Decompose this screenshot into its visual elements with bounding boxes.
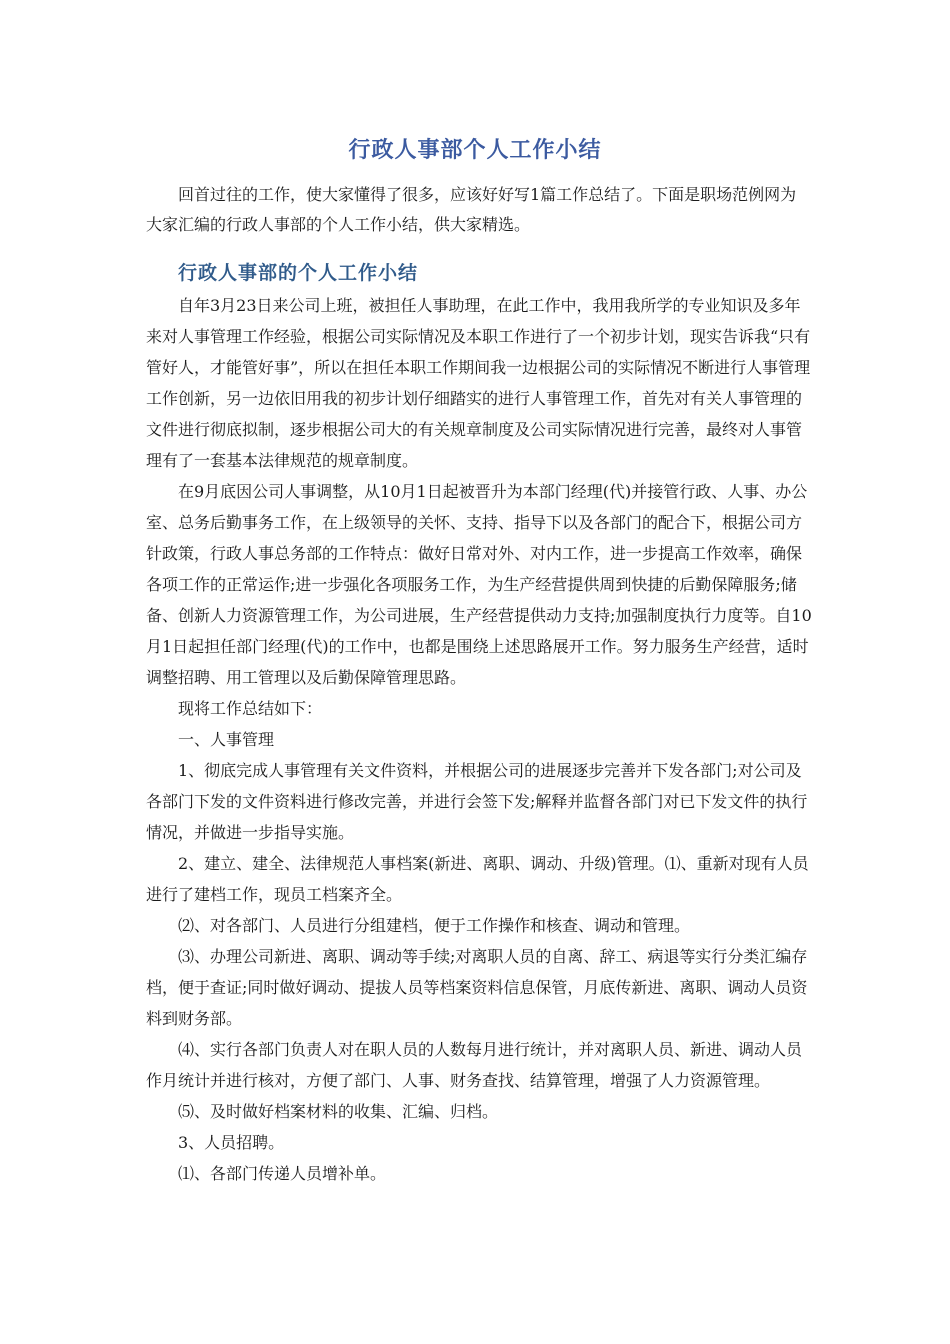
document-title: 行政人事部个人工作小结 xyxy=(348,137,602,163)
body-paragraph: ⑸、及时做好档案材料的收集、汇编、归档。 xyxy=(178,1102,499,1121)
body-paragraph: 现将工作总结如下： xyxy=(178,699,323,718)
body-paragraph: 2、建立、建全、法律规范人事档案(新进、离职、调动、升级)管理。⑴、重新对现有人员进行了建档工作，现员工档案齐全。 xyxy=(146,854,809,904)
body-paragraph: ⑷、实行各部门负责人对在职人员的人数每月进行统计，并对离职人员、新进、调动人员作月统计并进行核对，方便了部门、人事、财务查找、结算管理，增强了人力资源管理。 xyxy=(146,1040,803,1090)
body-paragraph: 在9月底因公司人事调整，从10月1日起被晋升为本部门经理(代)并接管行政、人事、办公室、总务后勤事务工作，在上级领导的关怀、支持、指导下以及各部门的配合下，根据公司方针政策，行政人事总务部的工作特点：做好日常对外、对内工作，进一步提高工作效率，确保各项工作的正常运作;进一步强化各项服务工作，为生产经营提供周到快捷的后勤保障服务;储备、创新人力资源管理工作，为公司进展，生产经营提供动力支持;加强制度执行力度等。自10月1日起担任部门经理(代)的工作中，也都是围绕上述思路展开工作。努力服务生产经营，适时调整招聘、用工管理以及后勤保障管理思路。 xyxy=(146,482,812,687)
body-paragraph: ⑴、各部门传递人员增补单。 xyxy=(178,1164,387,1183)
body-paragraph: 一、人事管理 xyxy=(178,730,275,749)
section-heading: 行政人事部的个人工作小结 xyxy=(178,262,419,284)
body-paragraph: 自年3月23日来公司上班，被担任人事助理，在此工作中，我用我所学的专业知识及多年来对人事管理工作经验，根据公司实际情况及本职工作进行了一个初步计划，现实告诉我“只有管好人，才能管好事”，所以在担任本职工作期间我一边根据公司的实际情况不断进行人事管理工作创新，另一边依旧用我的初步计划仔细踏实的进行人事管理工作，首先对有关人事管理的文件进行彻底拟制，逐步根据公司大的有关规章制度及公司实际情况进行完善，最终对人事管理有了一套基本法律规范的规章制度。 xyxy=(146,296,811,470)
intro-paragraph: 回首过往的工作，使大家懂得了很多，应该好好写1篇工作总结了。下面是职场范例网为大家汇编的行政人事部的个人工作小结，供大家精选。 xyxy=(146,185,797,234)
body-paragraph: 3、人员招聘。 xyxy=(178,1133,285,1152)
body-paragraph: ⑶、办理公司新进、离职、调动等手续;对离职人员的自离、辞工、病退等实行分类汇编存档，便于查证;同时做好调动、提拔人员等档案资料信息保管，月底传新进、离职、调动人员资料到财务部。 xyxy=(146,947,808,1028)
document-body xyxy=(146,290,814,1189)
body-paragraph: ⑵、对各部门、人员进行分组建档，便于工作操作和核查、调动和管理。 xyxy=(178,916,691,935)
body-paragraph: 1、彻底完成人事管理有关文件资料，并根据公司的进展逐步完善并下发各部门;对公司及各部门下发的文件资料进行修改完善，并进行会签下发;解释并监督各部门对已下发文件的执行情况，并做进一步指导实施。 xyxy=(146,761,808,842)
